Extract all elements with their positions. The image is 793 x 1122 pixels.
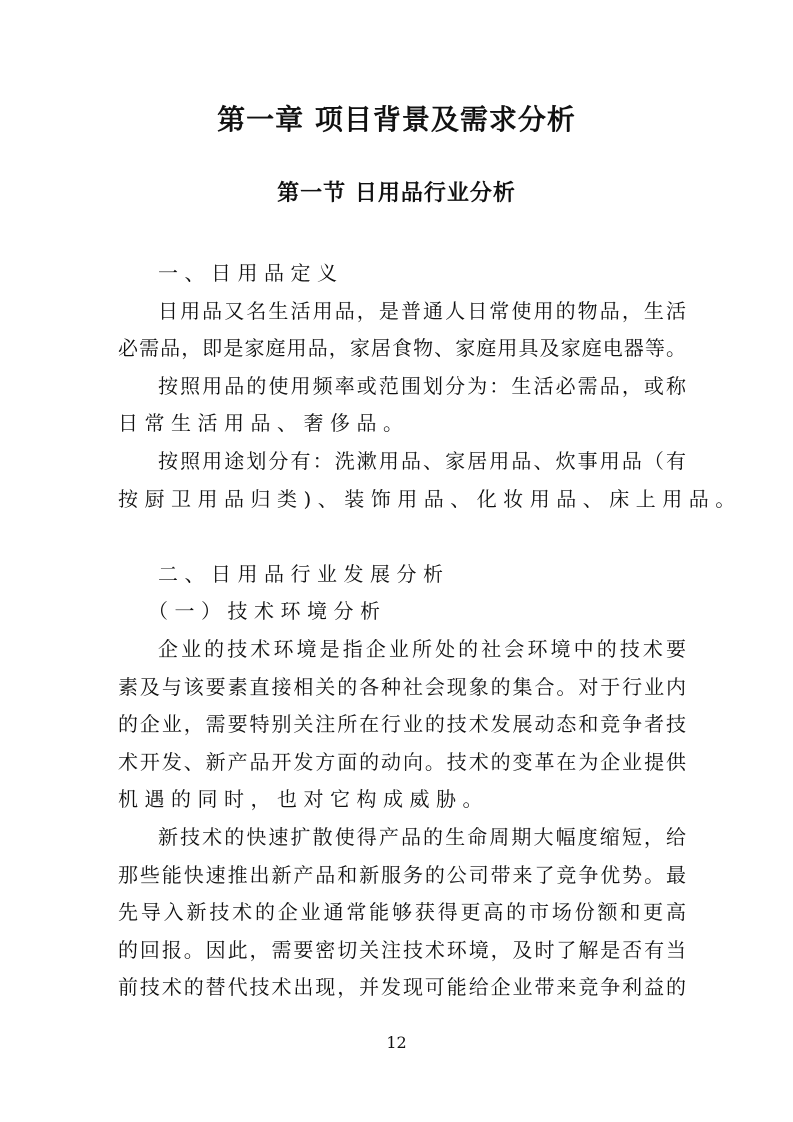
paragraph-line: 机遇的同时，也对它构成威胁。 — [118, 787, 489, 812]
paragraph-line: 前技术的替代技术出现，并发现可能给企业带来竞争利益的 — [118, 975, 686, 1000]
paragraph-line: 新技术的快速扩散使得产品的生命周期大幅度缩短，给 — [158, 824, 686, 849]
paragraph-line: 按照用品的使用频率或范围划分为：生活必需品，或称 — [158, 373, 686, 398]
paragraph-line: 必需品，即是家庭用品，家居食物、家庭用具及家庭电器等。 — [118, 336, 686, 361]
paragraph-line: 按照用途划分有：洗漱用品、家居用品、炊事用品（有 — [158, 448, 686, 473]
section-title: 第一节 日用品行业分析 — [277, 180, 516, 206]
paragraph-line: 日用品又名生活用品，是普通人日常使用的物品，生活 — [158, 298, 686, 323]
paragraph-line: 企业的技术环境是指企业所处的社会环境中的技术要 — [158, 636, 686, 661]
chapter-title: 第一章 项目背景及需求分析 — [217, 103, 576, 136]
paragraph-line: 按厨卫用品归类)、装饰用品、化妆用品、床上用品。 — [118, 486, 742, 511]
paragraph-line: 素及与该要素直接相关的各种社会现象的集合。对于行业内 — [118, 674, 686, 699]
paragraph-line: 日常生活用品、奢侈品。 — [118, 411, 410, 436]
paragraph-line: 的回报。因此，需要密切关注技术环境，及时了解是否有当 — [118, 937, 686, 962]
paragraph-line: 的企业，需要特别关注所在行业的技术发展动态和竞争者技 — [118, 712, 686, 737]
document-body — [118, 255, 742, 1007]
paragraph-line: 先导入新技术的企业通常能够获得更高的市场份额和更高 — [118, 900, 686, 925]
page-number: 12 — [386, 1033, 407, 1052]
heading-definition: 一、日用品定义 — [158, 261, 344, 285]
subheading-tech-environment: （一）技术环境分析 — [148, 599, 387, 624]
heading-industry-analysis: 二、日用品行业发展分析 — [158, 561, 450, 586]
paragraph-line: 那些能快速推出新产品和新服务的公司带来了竞争优势。最 — [118, 862, 686, 887]
paragraph-line: 术开发、新产品开发方面的动向。技术的变革在为企业提供 — [118, 749, 686, 774]
